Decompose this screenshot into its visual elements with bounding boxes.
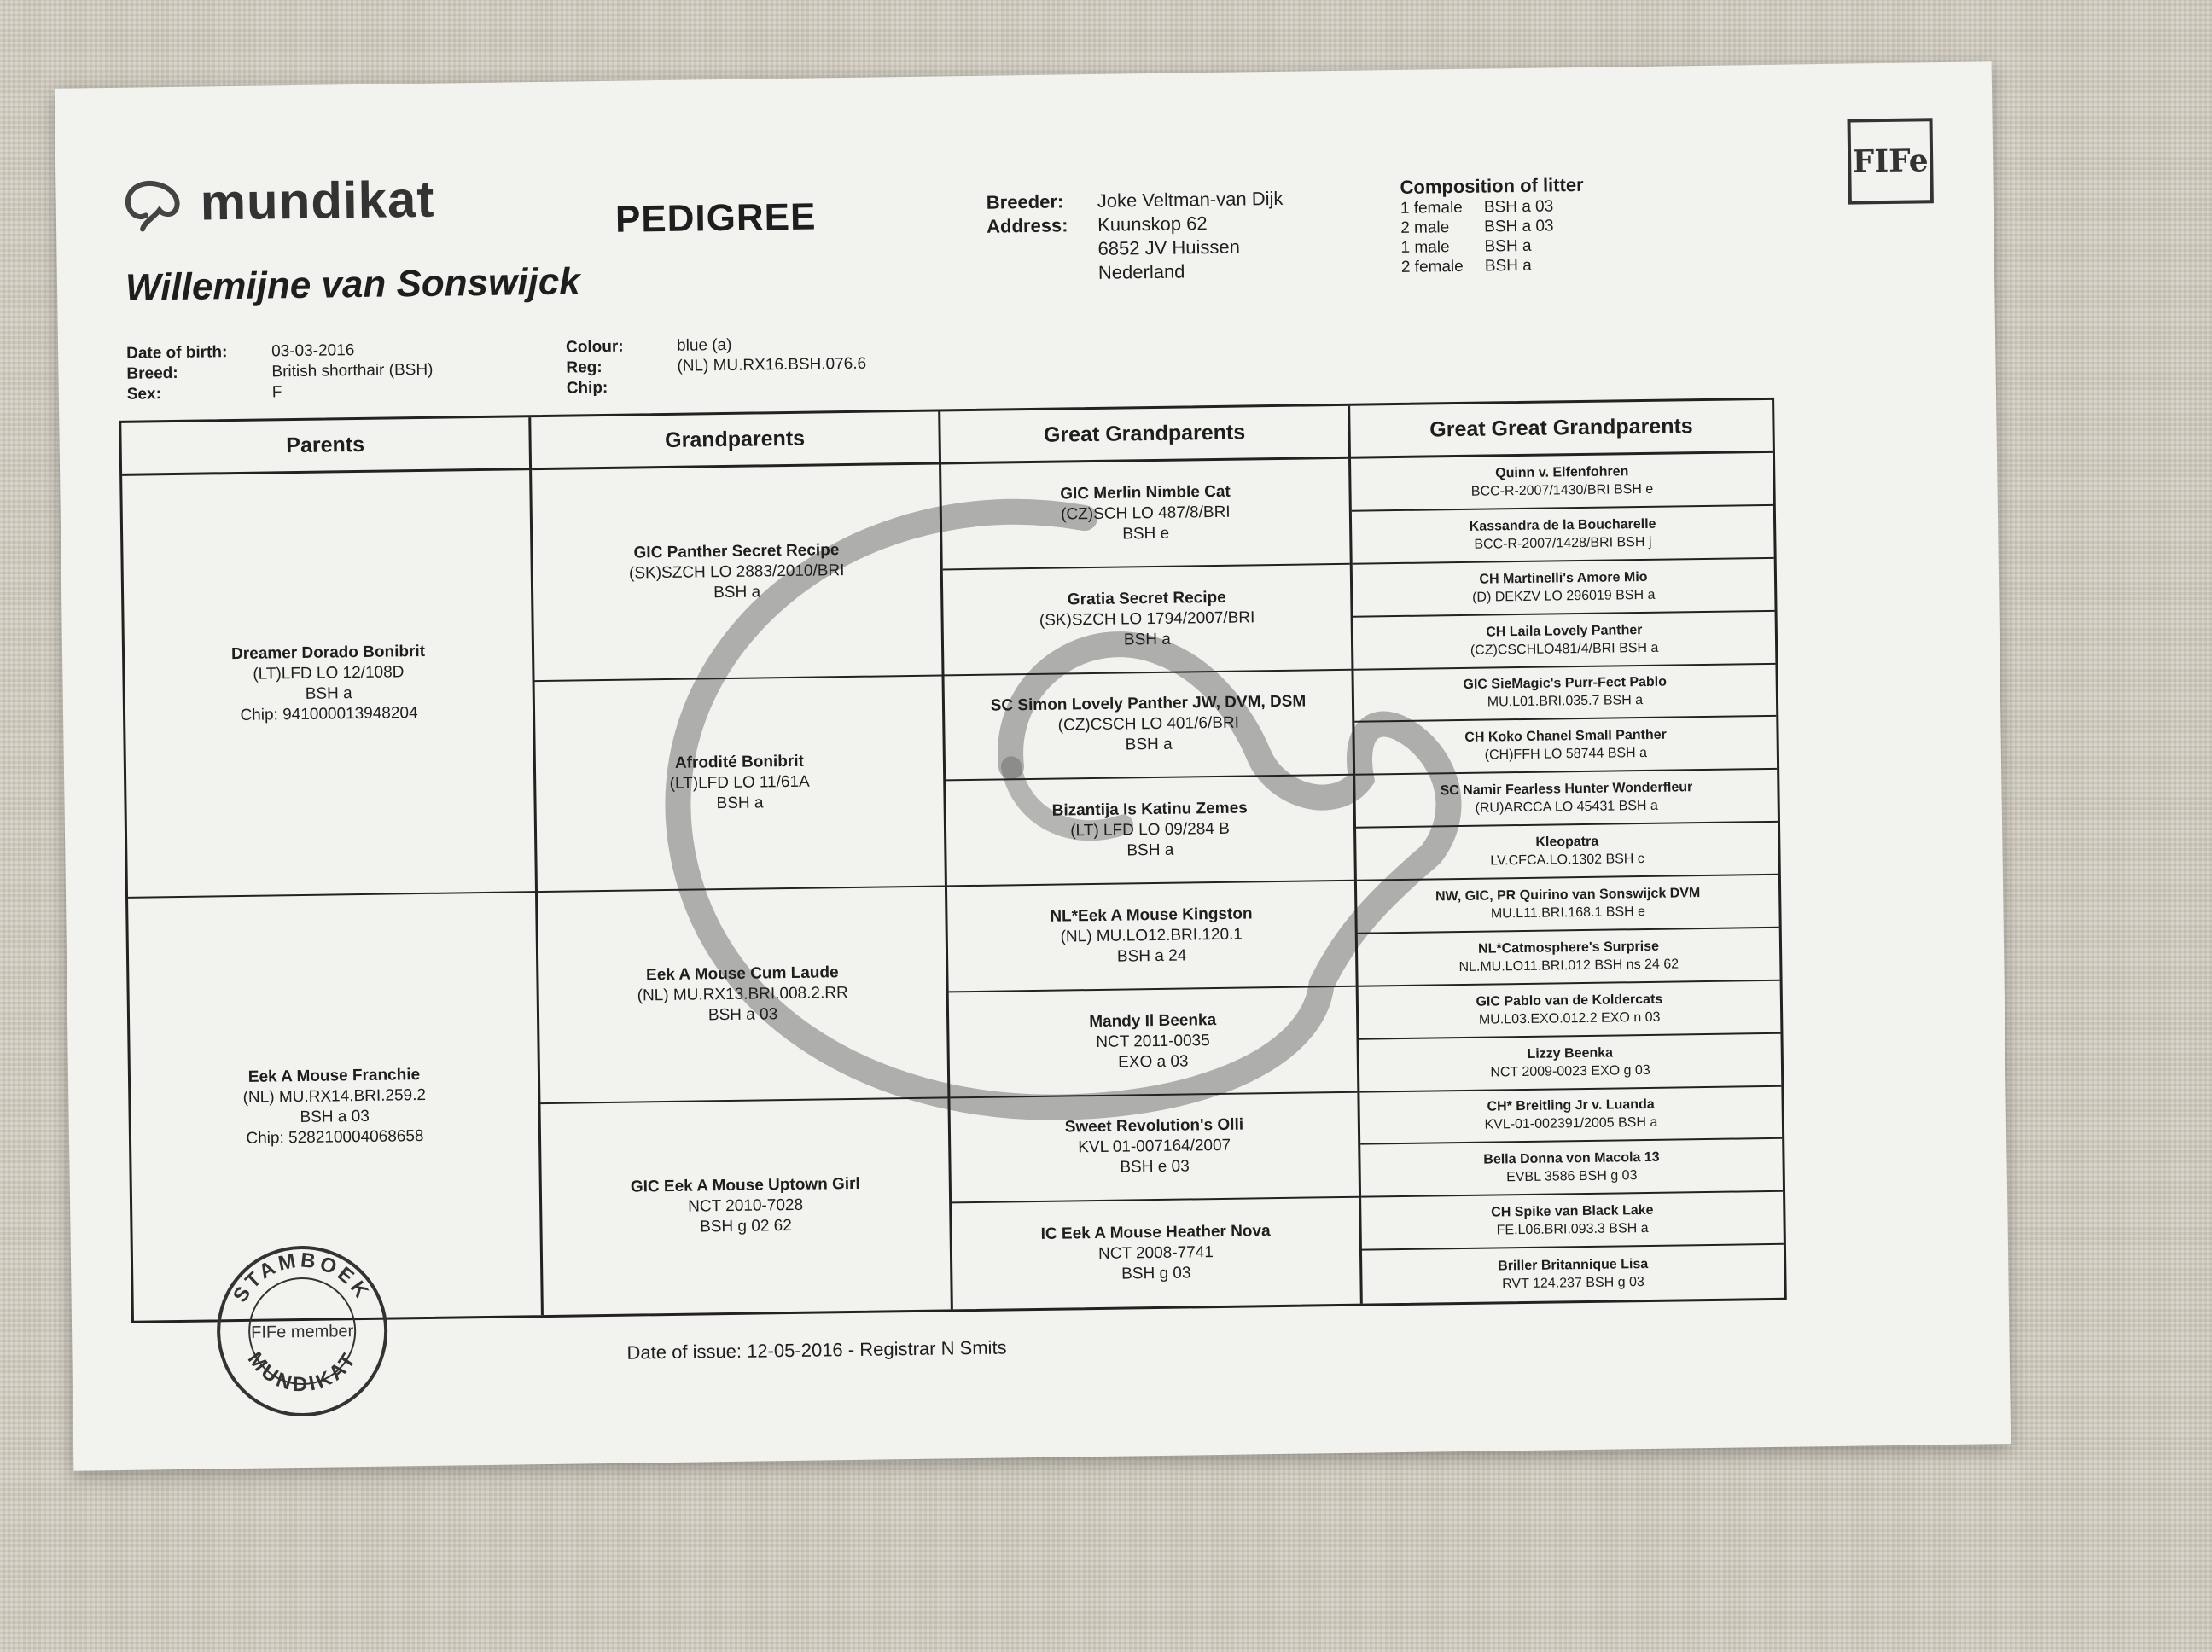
ggg-name: Lizzy Beenka — [1527, 1045, 1614, 1062]
ggg-cell — [1353, 559, 1775, 618]
great-grandparent-name: Gratia Secret Recipe — [1067, 588, 1226, 609]
ggg-name: Kleopatra — [1535, 834, 1599, 850]
address-line: Nederland — [1097, 260, 1185, 283]
ggg-cell — [1357, 875, 1779, 934]
grandparent-color: BSH a — [713, 583, 761, 602]
great-grandparent-name: Sweet Revolution's Olli — [1064, 1115, 1244, 1137]
great-grandparent-cell — [952, 1198, 1360, 1309]
ggg-detail: (RU)ARCCA LO 45431 BSH a — [1475, 798, 1658, 816]
dob-value: 03-03-2016 — [271, 341, 355, 361]
ggg-cell — [1356, 823, 1778, 881]
address-line: Kuunskop 62 — [1097, 212, 1208, 236]
ggg-name: CH Spike van Black Lake — [1491, 1203, 1654, 1220]
parent-name: Eek A Mouse Franchie — [247, 1065, 421, 1086]
ggg-name: CH Martinelli's Amore Mio — [1479, 569, 1648, 587]
ggg-cell — [1359, 1086, 1782, 1145]
parent-color: BSH a 03 — [300, 1107, 370, 1126]
pedigree-document — [55, 61, 2011, 1471]
grandparent-cell — [532, 465, 941, 682]
ggg-name: GIC SieMagic's Purr-Fect Pablo — [1463, 675, 1668, 693]
ggg-cell — [1353, 664, 1776, 723]
parent-chip: Chip: 528210004068658 — [246, 1126, 424, 1148]
great-grandparent-reg: NCT 2011-0035 — [1096, 1031, 1210, 1051]
header-great-grandparents: Great Grandparents — [940, 406, 1351, 465]
mundikat-logo — [119, 169, 435, 233]
parent-cell — [122, 470, 535, 899]
great-grandparent-reg: (SK)SZCH LO 1794/2007/BRI — [1039, 608, 1255, 630]
great-grandparent-cell — [946, 776, 1354, 887]
ggg-name: CH* Breitling Jr v. Luanda — [1487, 1097, 1655, 1115]
breed-label: Breed: — [126, 364, 178, 383]
reg-label: Reg: — [566, 358, 602, 377]
great-grandparent-color: BSH e — [1122, 524, 1170, 544]
ggg-cell — [1360, 1139, 1783, 1198]
ggg-detail: FE.L06.BRI.093.3 BSH a — [1496, 1221, 1649, 1238]
document-title: PEDIGREE — [614, 195, 817, 241]
ggg-name: SC Namir Fearless Hunter Wonderfleur — [1440, 780, 1693, 799]
ggg-detail: BCC-R-2007/1430/BRI BSH e — [1470, 481, 1654, 499]
stamboek-stamp-icon — [212, 1241, 393, 1422]
litter-row: 1 male BSH a — [1400, 236, 1532, 257]
details-right — [566, 332, 985, 399]
logo-text: mundikat — [200, 170, 435, 231]
ggg-detail: BCC-R-2007/1428/BRI BSH j — [1474, 534, 1652, 552]
great-grandparents-column — [941, 459, 1363, 1310]
great-grandparent-reg: (CZ)SCH LO 487/8/BRI — [1060, 503, 1231, 524]
details-left — [126, 337, 579, 404]
ggg-detail: RVT 124.237 BSH g 03 — [1502, 1275, 1644, 1292]
great-grandparent-cell — [941, 459, 1350, 570]
header-parents: Parents — [121, 417, 532, 476]
ggg-name: NW, GIC, PR Quirino van Sonswijck DVM — [1435, 886, 1701, 905]
grandparent-color: BSH a — [716, 794, 764, 813]
great-grandparent-color: EXO a 03 — [1118, 1052, 1189, 1072]
litter-composition — [1400, 174, 1585, 277]
great-grandparent-reg: KVL 01-007164/2007 — [1078, 1137, 1231, 1157]
ggg-cell — [1358, 928, 1780, 987]
stamp-top-text: STAMBOEK — [228, 1248, 375, 1307]
ggg-detail: NCT 2009-0023 EXO g 03 — [1490, 1062, 1650, 1080]
grandparent-reg: (NL) MU.RX13.BRI.008.2.RR — [637, 983, 848, 1005]
breeder-label: Breeder: — [986, 190, 1064, 213]
ggg-detail: (CZ)CSCHLO481/4/BRI BSH a — [1470, 640, 1659, 658]
litter-row: 2 female BSH a — [1400, 256, 1532, 276]
cat-name: Willemijne van Sonswijck — [125, 260, 581, 309]
breeder-block — [987, 185, 1372, 286]
breeder-name: Joke Veltman-van Dijk — [1097, 187, 1284, 212]
stamp-bottom-text: MUNDIKAT — [242, 1347, 363, 1397]
parent-reg: (NL) MU.RX14.BRI.259.2 — [242, 1085, 427, 1107]
great-grandparent-color: BSH a — [1125, 736, 1173, 754]
ggg-name: Quinn v. Elfenfohren — [1495, 464, 1629, 481]
ggg-name: CH Koko Chanel Small Panther — [1464, 727, 1667, 746]
great-grandparent-reg: (CZ)CSCH LO 401/6/BRI — [1057, 713, 1240, 735]
great-grandparent-cell — [945, 670, 1353, 781]
grandparent-color: BSH g 02 62 — [699, 1217, 793, 1236]
chip-label: Chip: — [566, 378, 608, 398]
breed-value: British shorthair (BSH) — [271, 360, 434, 381]
fife-logo-icon: FIFe — [1848, 118, 1934, 204]
grandparent-reg: NCT 2010-7028 — [688, 1196, 804, 1216]
ggg-cell — [1361, 1192, 1784, 1251]
ggg-name: Bella Donna von Macola 13 — [1483, 1150, 1660, 1167]
ggg-detail: (D) DEKZV LO 296019 BSH a — [1472, 587, 1656, 605]
parents-column — [122, 470, 544, 1321]
reg-value: (NL) MU.RX16.BSH.076.6 — [677, 354, 867, 375]
great-grandparent-color: BSH g 03 — [1121, 1264, 1191, 1283]
grandparent-name: Afrodité Bonibrit — [674, 752, 805, 773]
ggg-cell — [1359, 1033, 1782, 1092]
great-grandparent-cell — [943, 565, 1352, 676]
sex-value: F — [271, 383, 282, 402]
header-grandparents: Grandparents — [531, 411, 941, 470]
ggg-detail: MU.L11.BRI.168.1 BSH e — [1490, 904, 1646, 922]
parent-reg: (LT)LFD LO 12/108D — [253, 662, 405, 683]
address-line: 6852 JV Huissen — [1097, 236, 1241, 259]
ggg-detail: (CH)FFH LO 58744 BSH a — [1484, 746, 1648, 763]
great-grandparent-name: Bizantija Is Katinu Zemes — [1051, 799, 1248, 820]
litter-row: 2 male BSH a 03 — [1400, 217, 1554, 237]
header-great-great-grandparents: Great Great Grandparents — [1350, 400, 1773, 459]
grandparent-reg: (LT)LFD LO 11/61A — [669, 772, 810, 794]
ggg-detail: LV.CFCA.LO.1302 BSH c — [1490, 852, 1644, 869]
grandparent-reg: (SK)SZCH LO 2883/2010/BRI — [628, 561, 845, 583]
great-grandparent-reg: (NL) MU.LO12.BRI.120.1 — [1060, 925, 1243, 946]
great-grandparent-name: GIC Merlin Nimble Cat — [1060, 482, 1231, 503]
grandparent-cell — [538, 887, 947, 1103]
dob-label: Date of birth: — [125, 343, 228, 363]
ggg-detail: MU.L03.EXO.012.2 EXO n 03 — [1478, 1009, 1661, 1027]
ggg-cell — [1355, 770, 1778, 829]
parent-chip: Chip: 941000013948204 — [240, 703, 418, 724]
date-of-issue: Date of issue: 12-05-2016 - Registrar N Smits — [626, 1336, 1007, 1364]
chip-value — [678, 373, 985, 398]
parent-color: BSH a — [305, 683, 352, 703]
grandparents-column — [532, 464, 953, 1315]
grandparent-cell — [535, 676, 945, 893]
colour-label: Colour: — [565, 337, 624, 357]
ggg-detail: KVL-01-002391/2005 BSH a — [1484, 1115, 1658, 1133]
great-grandparent-name: SC Simon Lovely Panther JW, DVM, DSM — [990, 692, 1307, 716]
great-grandparent-color: BSH a — [1126, 841, 1174, 860]
sex-label: Sex: — [126, 385, 162, 404]
ggg-detail: EVBL 3586 BSH g 03 — [1506, 1168, 1638, 1185]
great-grandparent-color: BSH e 03 — [1120, 1157, 1190, 1177]
great-grandparent-cell — [947, 881, 1356, 992]
great-grandparent-color: BSH a 24 — [1116, 946, 1187, 966]
grandparent-name: Eek A Mouse Cum Laude — [645, 963, 839, 985]
pedigree-table — [119, 398, 1787, 1323]
great-grandparent-name: IC Eek A Mouse Heather Nova — [1040, 1222, 1271, 1244]
great-grandparent-reg: (LT) LFD LO 09/284 B — [1070, 819, 1230, 841]
cat-head-logo-icon — [119, 172, 189, 233]
ggg-cell — [1362, 1245, 1784, 1304]
svg-text:STAMBOEK — [228, 1248, 375, 1306]
great-great-grandparents-column — [1351, 453, 1784, 1304]
ggg-name: CH Laila Lovely Panther — [1486, 622, 1643, 640]
ggg-detail: NL.MU.LO11.BRI.012 BSH ns 24 62 — [1458, 957, 1679, 974]
grandparent-name: GIC Eek A Mouse Uptown Girl — [630, 1175, 860, 1196]
grandparent-name: GIC Panther Secret Recipe — [633, 540, 840, 562]
litter-row: 1 female BSH a 03 — [1400, 197, 1554, 218]
litter-title: Composition of litter — [1400, 173, 1584, 198]
great-grandparent-color: BSH a — [1123, 630, 1172, 649]
great-grandparent-name: Mandy Il Beenka — [1089, 1010, 1217, 1031]
ggg-cell — [1359, 981, 1781, 1040]
grandparent-color: BSH a 03 — [707, 1004, 778, 1025]
ggg-name: GIC Pablo van de Koldercats — [1476, 992, 1663, 1009]
ggg-cell — [1351, 453, 1773, 512]
ggg-cell — [1353, 611, 1776, 670]
ggg-name: NL*Catmosphere's Surprise — [1477, 939, 1660, 957]
grandparent-cell — [540, 1098, 950, 1315]
parent-name: Dreamer Dorado Bonibrit — [230, 642, 426, 663]
great-grandparent-reg: NCT 2008-7741 — [1097, 1243, 1214, 1264]
ggg-name: Briller Britannique Lisa — [1498, 1257, 1649, 1274]
address-label: Address: — [986, 214, 1068, 237]
great-grandparent-cell — [949, 986, 1358, 1097]
ggg-detail: MU.L01.BRI.035.7 BSH a — [1487, 693, 1644, 710]
great-grandparent-cell — [950, 1092, 1359, 1203]
great-grandparent-name: NL*Eek A Mouse Kingston — [1050, 905, 1253, 926]
ggg-cell — [1354, 717, 1777, 776]
svg-text:MUNDIKAT — [243, 1347, 363, 1398]
colour-value: blue (a) — [676, 335, 732, 355]
stamp-middle-text: FIFe member — [251, 1322, 354, 1342]
ggg-cell — [1352, 506, 1774, 565]
ggg-name: Kassandra de la Boucharelle — [1469, 516, 1656, 534]
